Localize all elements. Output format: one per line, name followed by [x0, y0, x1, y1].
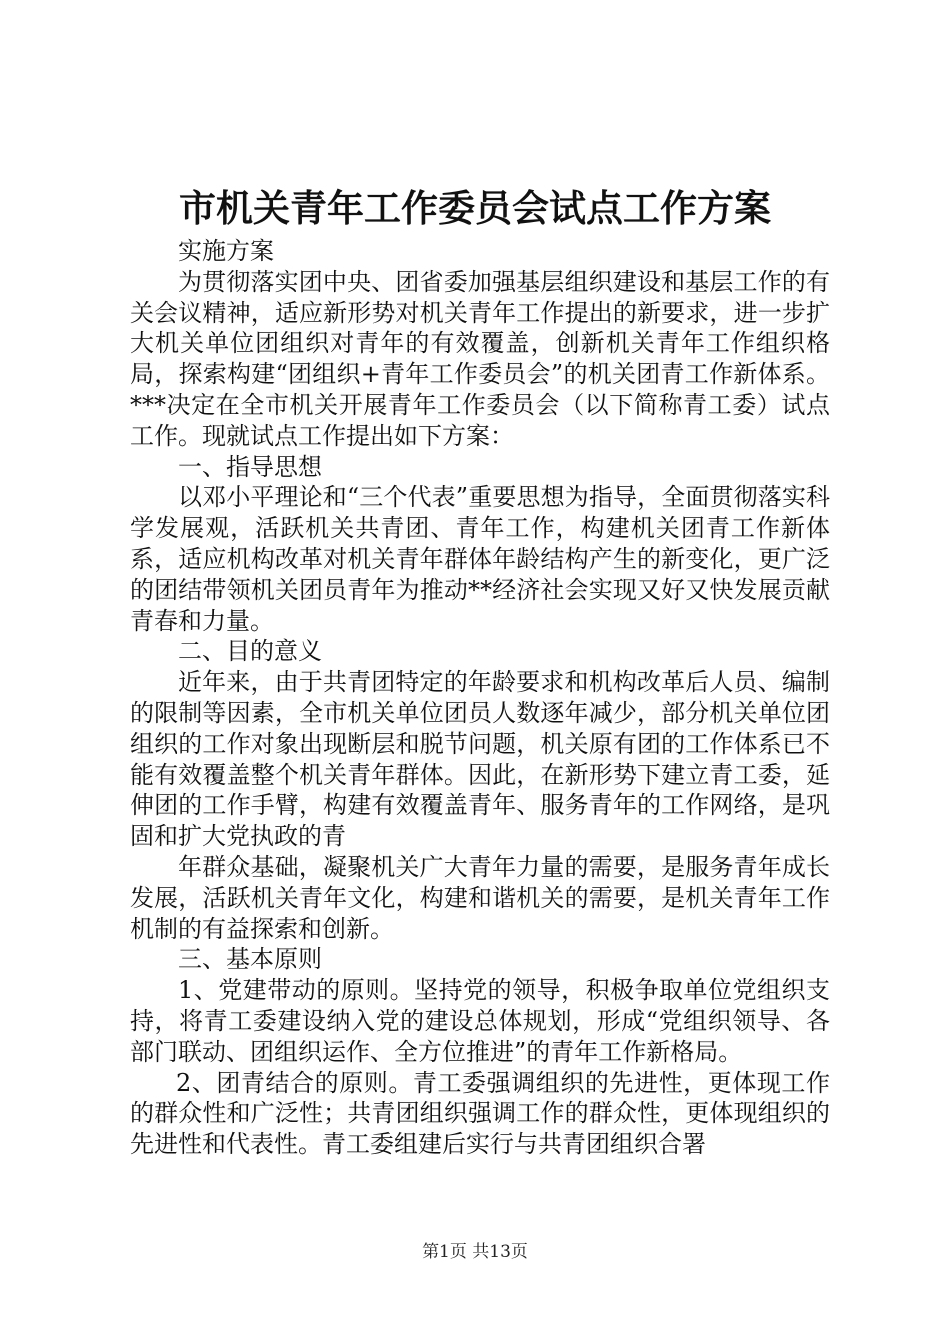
section-label-implementation: 实施方案	[178, 237, 274, 265]
paragraph-intro: 为贯彻落实团中央、团省委加强基层组织建设和基层工作的有关会议精神，适应新形势对机关青年工作提出的新要求，进一步扩大机关单位团组织对青年的有效覆盖，创新机关青年工作组织格局，探索构建“团组织+青年工作委员会”的机关团青工作新体系。***决定在全市机关开展青年工作委员会（以下简称青工委）试点工作。现就试点工作提出如下方案：	[130, 267, 830, 450]
section-heading-principles: 三、基本原则	[178, 945, 322, 974]
paragraph-principle-1: 1、党建带动的原则。坚持党的领导，积极争取单位党组织支持，将青工委建设纳入党的建设总体规划，形成“党组织领导、各部门联动、团组织运作、全方位推进”的青年工作新格局。	[130, 976, 830, 1066]
section-heading-guiding-thought: 一、指导思想	[178, 452, 322, 481]
paragraph-principle-2: 2、团青结合的原则。青工委强调组织的先进性，更体现工作的群众性和广泛性；共青团组织强调工作的群众性，更体现组织的先进性和代表性。青工委组建后实行与共青团组织合署	[130, 1068, 830, 1159]
page-number-footer: 第1页 共13页	[422, 1242, 528, 1262]
section-heading-purpose: 二、目的意义	[178, 637, 322, 666]
paragraph-purpose-continued: 年群众基础，凝聚机关广大青年力量的需要，是服务青年成长发展，活跃机关青年文化，构建和谐机关的需要，是机关青年工作机制的有益探索和创新。	[130, 852, 830, 943]
document-title: 市机关青年工作委员会试点工作方案	[179, 186, 771, 230]
paragraph-purpose: 近年来，由于共青团特定的年龄要求和机构改革后人员、编制的限制等因素，全市机关单位团员人数逐年减少，部分机关单位团组织的工作对象出现断层和脱节问题，机关原有团的工作体系已不能有效覆盖整个机关青年群体。因此，在新形势下建立青工委，延伸团的工作手臂，构建有效覆盖青年、服务青年的工作网络，是巩固和扩大党执政的青	[130, 668, 830, 851]
document-body	[130, 236, 830, 1160]
paragraph-guiding-thought: 以邓小平理论和“三个代表”重要思想为指导，全面贯彻落实科学发展观，活跃机关共青团、青年工作，构建机关团青工作新体系，适应机构改革对机关青年群体年龄结构产生的新变化，更广泛的团结带领机关团员青年为推动**经济社会实现又好又快发展贡献青春和力量。	[130, 483, 830, 635]
